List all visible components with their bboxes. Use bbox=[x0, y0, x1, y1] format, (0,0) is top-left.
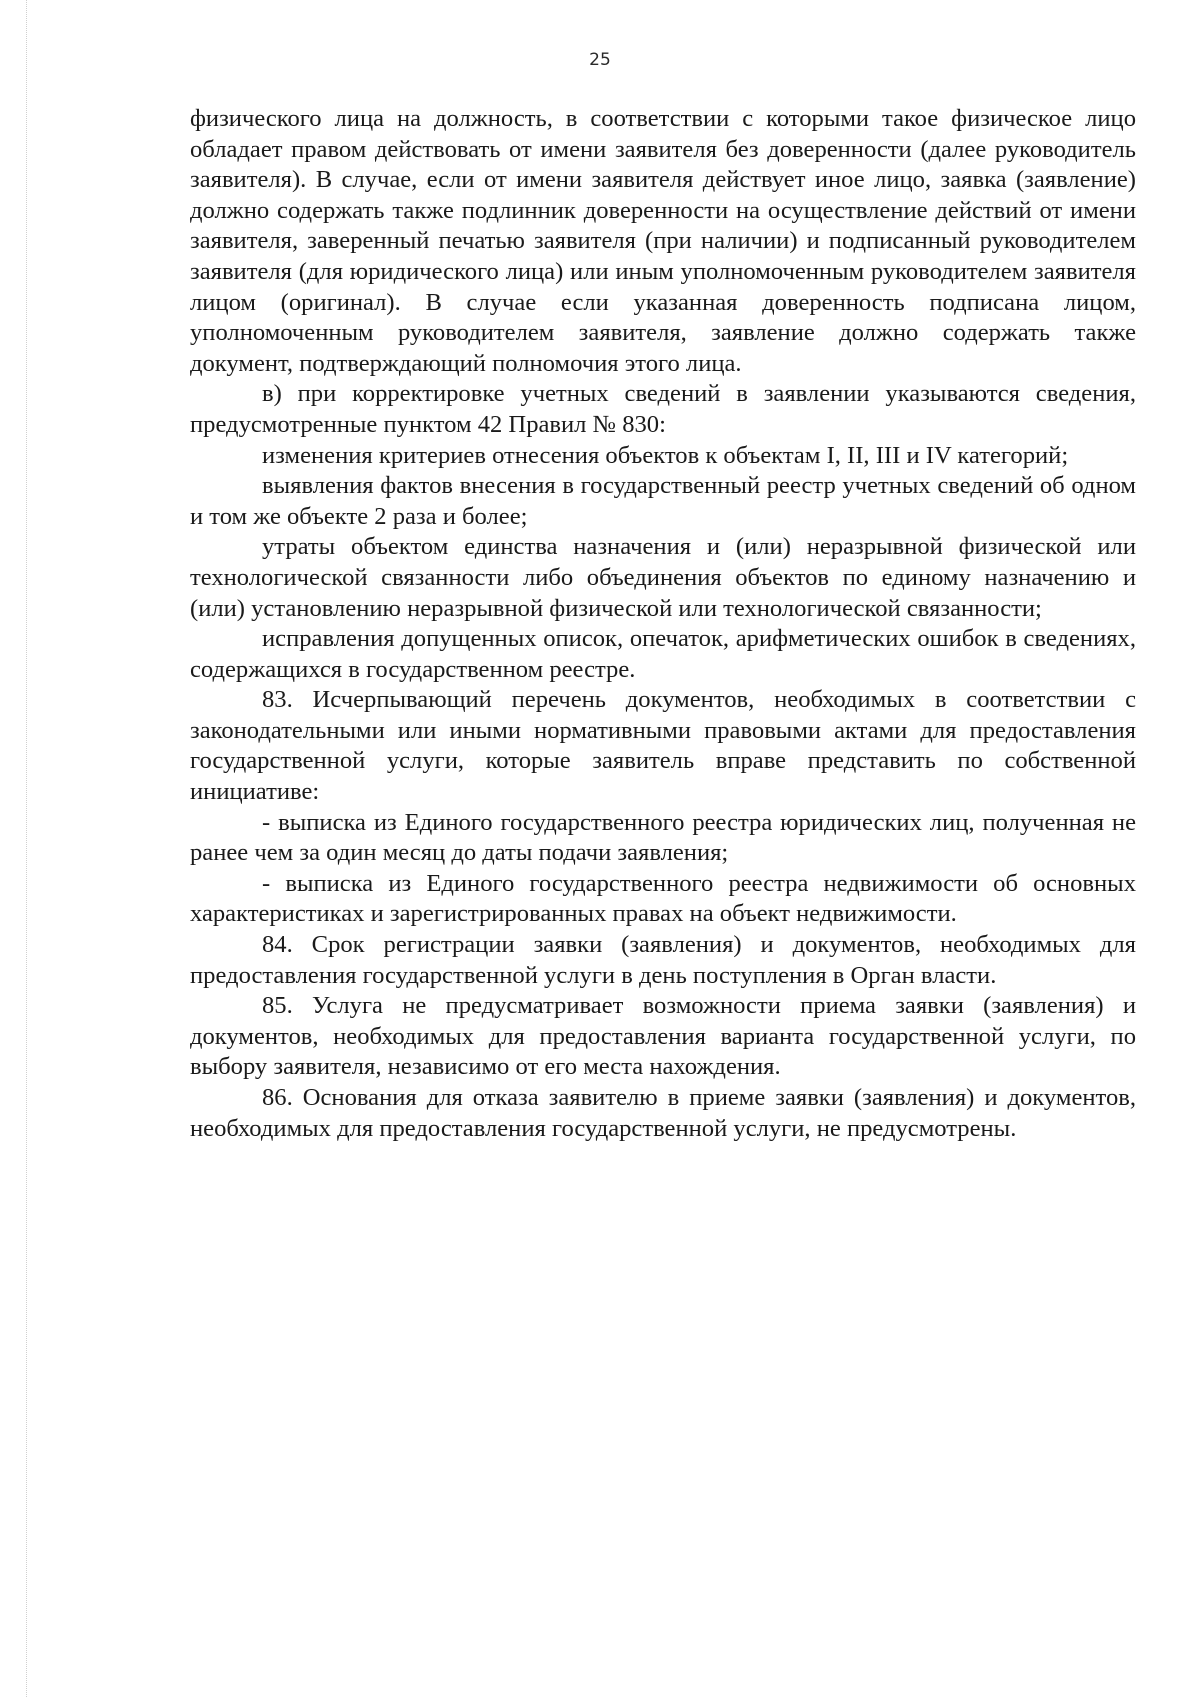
paragraph-84: 84. Срок регистрации заявки (заявления) и документов, необходимых для предоставления государственной услуги в день поступления в Орган власти. bbox=[190, 931, 1136, 989]
paragraph-egrn-extract: - выписка из Единого государственного реестра недвижимости об основных характеристиках и зарегистрированных правах на объект недвижимости. bbox=[190, 869, 1136, 928]
paragraph-egrul-extract: - выписка из Единого государственного реестра юридических лиц, полученная не ранее чем за один месяц до даты подачи заявления; bbox=[190, 808, 1136, 867]
paragraph-85: 85. Услуга не предусматривает возможности приема заявки (заявления) и документов, необходимых для предоставления варианта государственной услуги, по выбору заявителя, независимо от его места нахождения. bbox=[190, 992, 1136, 1081]
scan-edge-line bbox=[26, 0, 27, 1697]
page-number: 25 bbox=[589, 50, 611, 70]
paragraph-loss-of-unity: утраты объектом единства назначения и (или) неразрывной физической или технологической связанности либо объединения объектов по единому назначению и (или) установлению неразрывной физической или технологической связанности; bbox=[190, 533, 1136, 622]
paragraph-duplicate-facts: выявления фактов внесения в государственный реестр учетных сведений об одном и том же объекте 2 раза и более; bbox=[190, 472, 1136, 530]
paragraph-item-v: в) при корректировке учетных сведений в заявлении указываются сведения, предусмотренные пунктом 42 Правил № 830: bbox=[190, 380, 1136, 438]
paragraph-criteria-change: изменения критериев отнесения объектов к объектам I, II, III и IV категорий; bbox=[262, 441, 1069, 469]
paragraph-86: 86. Основания для отказа заявителю в приеме заявки (заявления) и документов, необходимых для предоставления государственной услуги, не предусмотрены. bbox=[190, 1084, 1136, 1142]
document-body bbox=[190, 104, 1136, 1144]
paragraph-83: 83. Исчерпывающий перечень документов, необходимых в соответствии с законодательными или иными нормативными правовыми актами для предоставления государственной услуги, которые заявитель вправе представить по собственной инициативе: bbox=[190, 686, 1136, 806]
paragraph-corrections: исправления допущенных описок, опечаток, арифметических ошибок в сведениях, содержащихся в государственном реестре. bbox=[190, 625, 1136, 683]
paragraph-continuation: физического лица на должность, в соответствии с которыми такое физическое лицо обладает правом действовать от имени заявителя без доверенности (далее руководитель заявителя). В случае, если от имени заявителя действует иное лицо, заявка (заявление) должно содержать также подлинник доверенности на осуществление действий от имени заявителя, заверенный печатью заявителя (при наличии) и подписанный руководителем заявителя (для юридического лица) или иным уполномоченным руководителем заявителя лицом (оригинал). В случае если указанная доверенность подписана лицом, уполномоченным руководителем заявителя, заявление должно содержать также документ, подтверждающий полномочия этого лица. bbox=[190, 105, 1136, 377]
